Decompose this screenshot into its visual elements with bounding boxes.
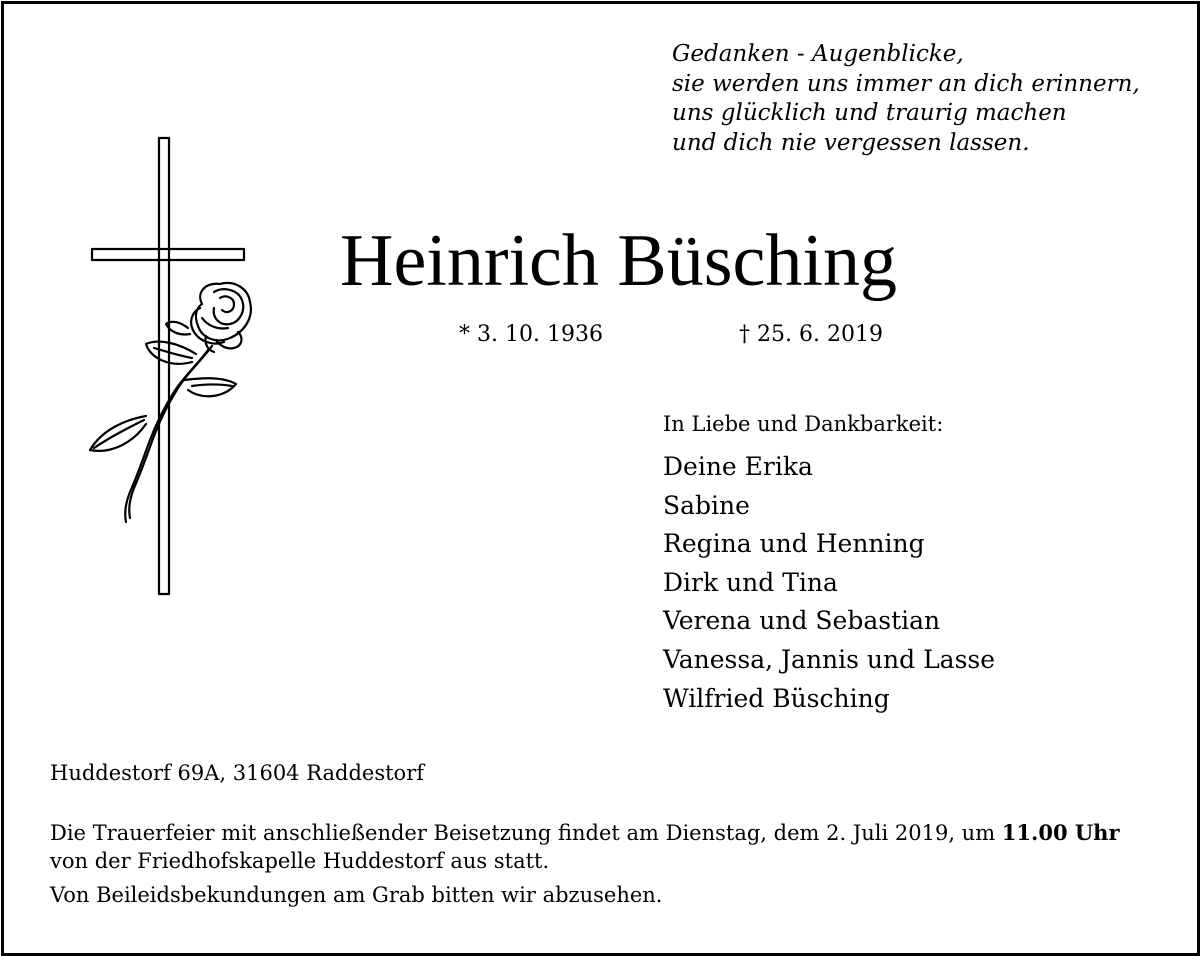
obituary-notice (1, 1, 1200, 956)
ceremony-text-before: Die Trauerfeier mit anschließender Beisetzung findet am Dienstag, dem 2. Juli 2019, um (50, 821, 1002, 845)
poem (672, 40, 1140, 158)
mourner-name: Deine Erika (663, 452, 813, 481)
mourner-name: Verena und Sebastian (663, 606, 941, 636)
cross-with-rose-icon (84, 132, 284, 612)
ceremony-text-after: von der Friedhofskapelle Huddestorf aus statt. (50, 849, 550, 873)
poem-line: uns glücklich und traurig machen (672, 100, 1067, 126)
mourner-name: Regina und Henning (663, 529, 925, 559)
poem-line: sie werden uns immer an dich erinnern, (672, 70, 1140, 97)
mourner-name: Dirk und Tina (663, 567, 838, 597)
mourner-name: Vanessa, Jannis und Lasse (663, 644, 996, 674)
mourners-list (663, 448, 995, 718)
mourners-intro: In Liebe und Dankbarkeit: (663, 412, 944, 436)
address: Huddestorf 69A, 31604 Raddestorf (50, 761, 425, 785)
death-date: † 25. 6. 2019 (739, 322, 883, 347)
ceremony-info (50, 819, 1160, 875)
ceremony-time: 11.00 Uhr (1001, 820, 1120, 845)
poem-line: und dich nie vergessen lassen. (672, 129, 1030, 156)
birth-date: * 3. 10. 1936 (459, 322, 603, 347)
mourner-name: Sabine (663, 490, 750, 520)
condolence-note: Von Beileidsbekundungen am Grab bitten wir abzusehen. (50, 883, 663, 907)
deceased-name: Heinrich Büsching (340, 220, 897, 302)
mourner-name: Wilfried Büsching (663, 683, 890, 713)
poem-line: Gedanken - Augenblicke, (672, 41, 964, 67)
